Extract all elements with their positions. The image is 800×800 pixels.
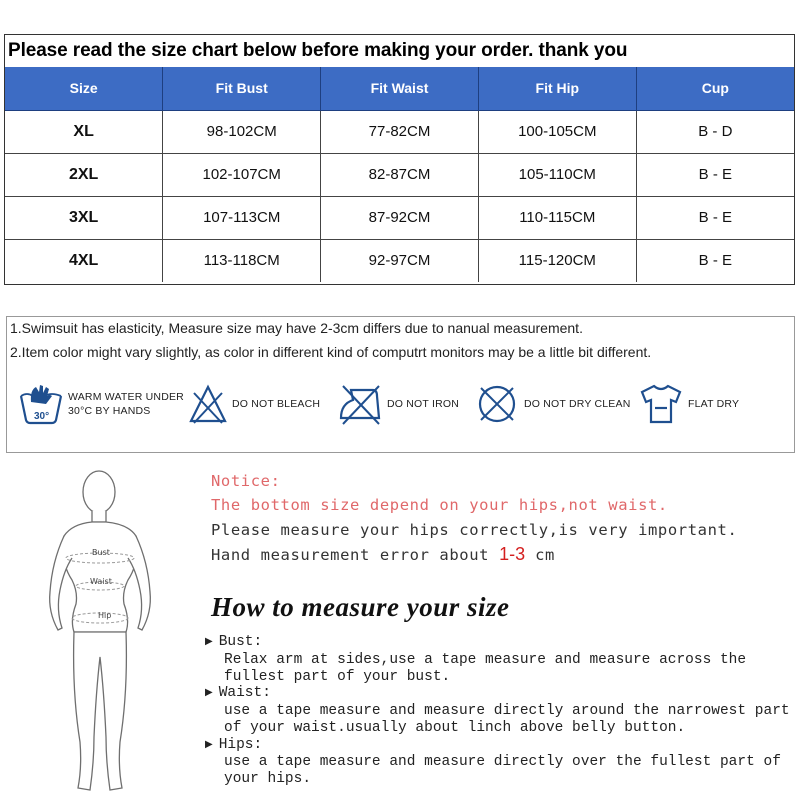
care-flat-dry [638,380,739,428]
how-to-measure-title: How to measure your size [211,592,510,622]
notice-error-text: Hand measurement error about [211,546,490,564]
size-cell: XL [5,110,163,153]
notice-measure-hips: Please measure your hips correctly,is very important. [211,521,738,539]
table-row [5,239,794,282]
table-row [5,153,794,196]
note-elasticity: 1.Swimsuit has elasticity, Measure size may have 2-3cm differs due to nanual measurement. [10,320,583,336]
waist-cell: 82-87CM [321,153,479,196]
care-no-iron [337,380,459,428]
column-header-cup: Cup [636,67,794,110]
size-cell: 2XL [5,153,163,196]
arrow-bullet-icon: ▶ [205,688,213,699]
column-header-bust: Fit Bust [163,67,321,110]
hips-heading [205,737,262,753]
waist-instruction-1: use a tape measure and measure directly around the narrowest part [224,703,790,719]
waist-cell: 92-97CM [321,239,479,282]
figure-hip-label: Hip [98,611,112,620]
hip-cell: 115-120CM [478,239,636,282]
column-header-hip: Fit Hip [478,67,636,110]
table-row [5,196,794,239]
cup-cell: B - D [636,110,794,153]
body-figure [14,462,184,800]
bust-instruction-1: Relax arm at sides,use a tape measure and measure across the [224,652,747,668]
note-color: 2.Item color might vary slightly, as color in different kind of computrt monitors may be a little bit different. [10,344,652,360]
hand-wash-icon [18,382,64,426]
care-iron-label: DO NOT IRON [387,398,460,410]
body-silhouette-icon [14,462,184,800]
no-bleach-icon [188,383,228,425]
bust-heading-text: Bust: [218,634,263,650]
table-header-row [5,67,794,110]
care-hand-wash [18,380,184,428]
care-wash-line1: WARM WATER UNDER [68,391,184,403]
table-row [5,110,794,153]
column-header-size: Size [5,67,163,110]
figure-bust-label: Bust [92,548,110,557]
hips-heading-text: Hips: [218,737,263,753]
notice-error-unit: cm [535,546,555,564]
waist-cell: 87-92CM [321,196,479,239]
care-wash-line2: 30°C BY HANDS [68,405,151,417]
hip-cell: 105-110CM [478,153,636,196]
size-cell: 3XL [5,196,163,239]
care-no-dry-clean [474,380,630,428]
bust-instruction-2: fullest part of your bust. [224,669,451,685]
hips-instruction-2: your hips. [224,771,312,787]
hip-cell: 110-115CM [478,196,636,239]
notice-error-line [211,544,555,565]
waist-heading [205,685,271,701]
no-iron-icon [337,382,383,426]
waist-heading-text: Waist: [218,685,271,701]
flat-dry-icon [638,382,684,426]
waist-instruction-2: of your waist.usually about linch above belly button. [224,720,686,736]
hips-instruction-1: use a tape measure and measure directly over the fullest part of [224,754,781,770]
care-no-bleach [188,380,320,428]
size-cell: 4XL [5,239,163,282]
notice-title: Notice: [211,472,281,490]
care-dryclean-label: DO NOT DRY CLEAN [524,398,631,410]
arrow-bullet-icon: ▶ [205,740,213,751]
waist-cell: 77-82CM [321,110,479,153]
wash-temp-badge: 30° [34,411,50,422]
bust-cell: 98-102CM [163,110,321,153]
arrow-bullet-icon: ▶ [205,637,213,648]
cup-cell: B - E [636,196,794,239]
bust-cell: 107-113CM [163,196,321,239]
hip-cell: 100-105CM [478,110,636,153]
size-chart-table [5,67,794,282]
notice-error-range: 1-3 [499,544,526,564]
column-header-waist: Fit Waist [321,67,479,110]
no-dry-clean-icon [474,382,520,426]
bust-cell: 102-107CM [163,153,321,196]
cup-cell: B - E [636,153,794,196]
figure-waist-label: Waist [90,577,112,586]
notice-hips-not-waist: The bottom size depend on your hips,not waist. [211,496,668,514]
cup-cell: B - E [698,252,733,270]
care-bleach-label: DO NOT BLEACH [232,398,321,410]
bust-cell: 113-118CM [163,239,321,282]
size-chart-heading: Please read the size chart below before making your order. thank you [8,40,628,61]
care-flatdry-label: FLAT DRY [688,398,740,410]
bust-heading [205,634,262,650]
